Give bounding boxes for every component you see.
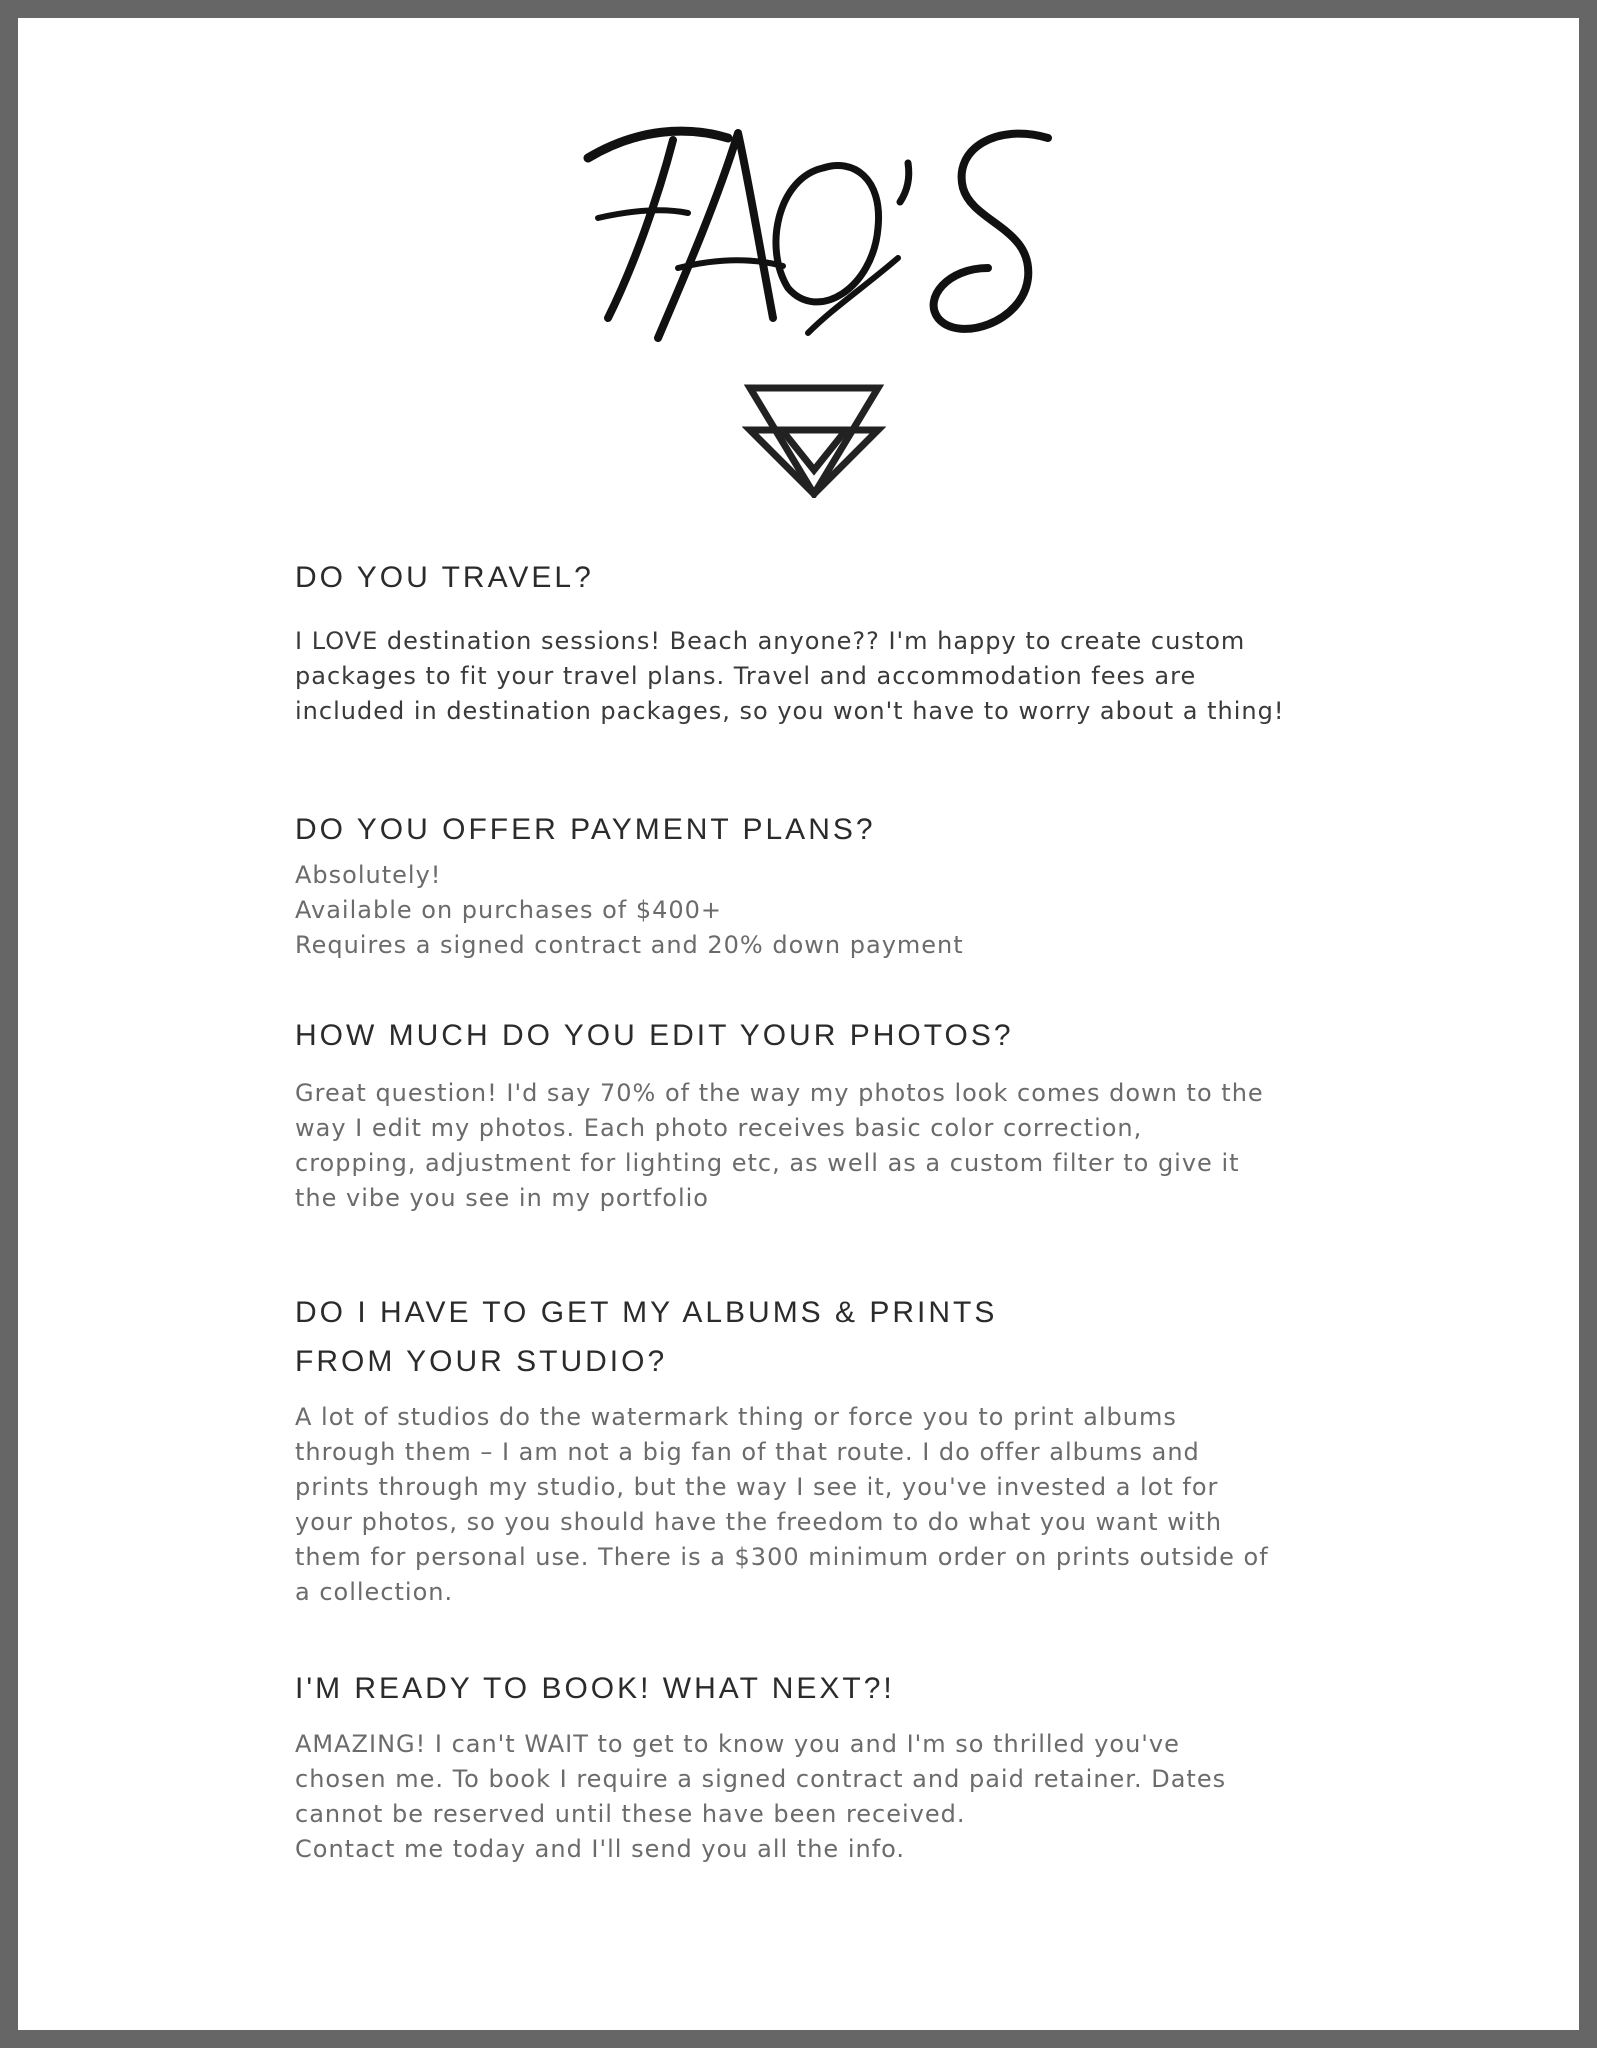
double-triangle-icon	[742, 382, 886, 498]
faqs-script-title-icon	[578, 118, 1058, 368]
faq-answer: I LOVE destination sessions! Beach anyone?? I'm happy to create custom packages to fit your travel plans. Travel and accommodation fees are included in destination packages, so you won't have to worry about a thing!	[295, 627, 1285, 725]
faq-answer: AMAZING! I can't WAIT to get to know you and I'm so thrilled you've chosen me. To book I require a signed contract and paid retainer. Dates cannot be reserved until these have been received. Contact me today and I'll send you all the info.	[295, 1730, 1227, 1863]
faq-question: I'M READY TO BOOK! WHAT NEXT?!	[295, 1672, 895, 1705]
page-title	[578, 118, 1058, 368]
faq-item-albums-prints	[295, 1288, 1395, 1610]
faq-question: DO YOU TRAVEL?	[295, 561, 594, 594]
faq-answer: Great question! I'd say 70% of the way my photos look comes down to the way I edit my photos. Each photo receives basic color correction, cropping, adjustment for lighting etc, as well as a custom filter to give it the vibe you see in my portfolio	[295, 1079, 1264, 1212]
document-page	[18, 18, 1579, 2030]
faq-item-travel	[295, 553, 1395, 729]
faq-question: DO I HAVE TO GET MY ALBUMS & PRINTS FROM YOUR STUDIO?	[295, 1296, 998, 1378]
faq-answer: A lot of studios do the watermark thing or force you to print albums through them – I am not a big fan of that route. I do offer albums and prints through my studio, but the way I see it, you've invested a lot for your photos, so you should have the freedom to do what you want with them for personal use. There is a $300 minimum order on prints outside of a collection.	[295, 1403, 1269, 1606]
faq-question: HOW MUCH DO YOU EDIT YOUR PHOTOS?	[295, 1019, 1014, 1052]
faq-item-payment-plans	[295, 805, 1395, 963]
faq-item-booking	[295, 1664, 1395, 1867]
faq-answer: Absolutely! Available on purchases of $400+ Requires a signed contract and 20% down payment	[295, 861, 964, 959]
faq-question: DO YOU OFFER PAYMENT PLANS?	[295, 813, 876, 846]
faq-item-editing	[295, 1011, 1395, 1216]
